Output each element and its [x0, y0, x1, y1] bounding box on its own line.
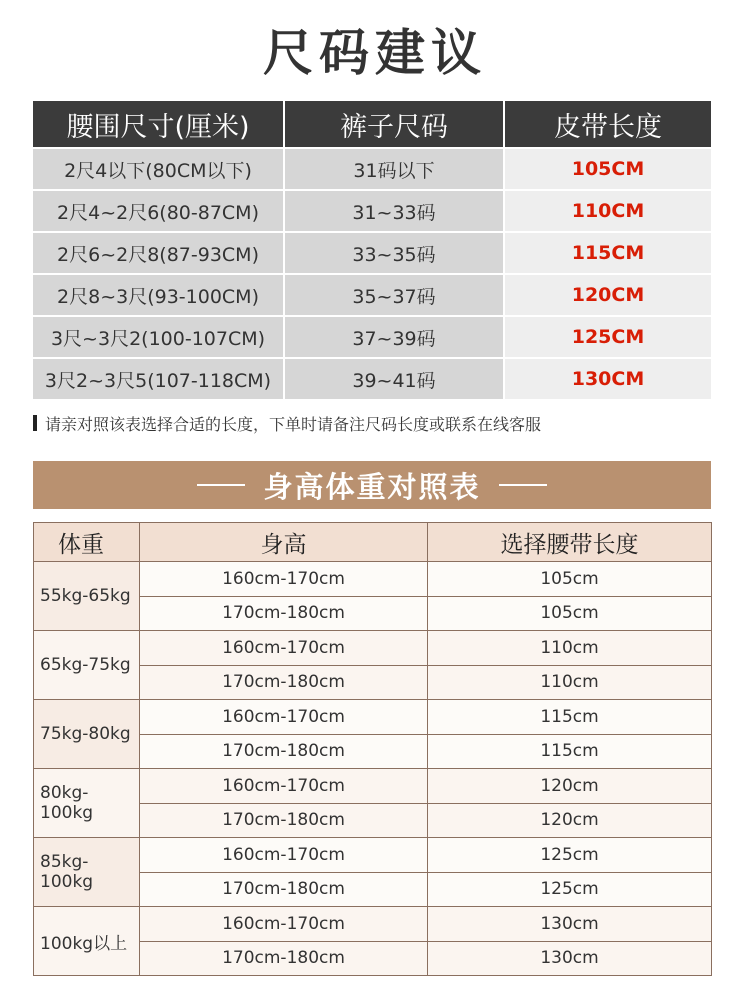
belt-length-cell: 130cm — [428, 907, 712, 942]
height-cell: 160cm-170cm — [140, 562, 428, 597]
waist-cell: 3尺~3尺2(100-107CM) — [33, 317, 285, 357]
height-cell: 160cm-170cm — [140, 631, 428, 666]
table-row — [34, 631, 712, 666]
table-row — [33, 359, 711, 399]
header-height: 身高 — [140, 523, 428, 562]
header-belt: 皮带长度 — [554, 111, 662, 143]
belt-length-cell: 115cm — [428, 734, 712, 769]
pants-cell: 31~33码 — [285, 191, 505, 231]
table-row — [34, 700, 712, 735]
waist-cell: 2尺8~3尺(93-100CM) — [33, 275, 285, 315]
table-row — [33, 317, 711, 357]
table-row — [34, 562, 712, 597]
header-pants: 裤子尺码 — [285, 101, 505, 147]
belt-length-cell: 130cm — [428, 941, 712, 976]
weight-cell: 55kg-65kg — [34, 562, 140, 631]
pants-cell: 39~41码 — [285, 359, 505, 399]
pants-cell: 31码以下 — [285, 149, 505, 189]
height-cell: 170cm-180cm — [140, 734, 428, 769]
header-weight: 体重 — [34, 523, 140, 562]
weight-cell: 85kg-100kg — [34, 838, 140, 907]
weight-cell: 75kg-80kg — [34, 700, 140, 769]
table-row — [33, 275, 711, 315]
weight-cell: 65kg-75kg — [34, 631, 140, 700]
table-row — [34, 838, 712, 873]
pants-cell: 37~39码 — [285, 317, 505, 357]
belt-length-cell: 125cm — [428, 872, 712, 907]
note-bar-icon — [33, 415, 37, 431]
belt-length-cell: 120cm — [428, 803, 712, 838]
section-banner — [33, 461, 711, 509]
note-text: 请亲对照该表选择合适的长度，下单时请备注尺码长度或联系在线客服 — [45, 414, 542, 434]
hw-table-header — [34, 523, 712, 562]
belt-length-cell: 120cm — [428, 769, 712, 804]
height-cell: 170cm-180cm — [140, 941, 428, 976]
belt-length-cell: 110cm — [428, 665, 712, 700]
pants-cell: 33~35码 — [285, 233, 505, 273]
height-cell: 160cm-170cm — [140, 907, 428, 942]
size-table-header — [33, 101, 711, 147]
header-belt-length: 选择腰带长度 — [428, 523, 712, 562]
banner-title: 身高体重对照表 — [263, 469, 481, 504]
height-cell: 160cm-170cm — [140, 700, 428, 735]
waist-cell: 2尺4以下(80CM以下) — [33, 149, 285, 189]
belt-cell: 105CM — [505, 149, 711, 189]
waist-cell: 2尺4~2尺6(80-87CM) — [33, 191, 285, 231]
height-cell: 160cm-170cm — [140, 838, 428, 873]
table-row — [34, 907, 712, 942]
height-cell: 170cm-180cm — [140, 596, 428, 631]
dash-left-icon — [197, 484, 245, 486]
belt-length-cell: 115cm — [428, 700, 712, 735]
belt-length-cell: 105cm — [428, 562, 712, 597]
weight-cell: 80kg-100kg — [34, 769, 140, 838]
header-waist: 腰围尺寸(厘米) — [33, 101, 285, 147]
belt-length-cell: 125cm — [428, 838, 712, 873]
belt-cell: 115CM — [505, 233, 711, 273]
belt-cell: 125CM — [505, 317, 711, 357]
table-row — [33, 191, 711, 231]
pants-cell: 35~37码 — [285, 275, 505, 315]
note-text-row — [33, 412, 723, 434]
waist-cell: 3尺2~3尺5(107-118CM) — [33, 359, 285, 399]
table-row — [34, 769, 712, 804]
belt-length-cell: 105cm — [428, 596, 712, 631]
dash-right-icon — [499, 484, 547, 486]
table-row — [33, 149, 711, 189]
height-cell: 170cm-180cm — [140, 803, 428, 838]
belt-cell: 120CM — [505, 275, 711, 315]
weight-cell: 100kg以上 — [34, 907, 140, 976]
height-cell: 170cm-180cm — [140, 665, 428, 700]
belt-cell: 110CM — [505, 191, 711, 231]
waist-cell: 2尺6~2尺8(87-93CM) — [33, 233, 285, 273]
belt-length-cell: 110cm — [428, 631, 712, 666]
height-weight-table — [33, 522, 712, 976]
height-cell: 170cm-180cm — [140, 872, 428, 907]
size-table — [33, 101, 711, 399]
table-row — [33, 233, 711, 273]
height-cell: 160cm-170cm — [140, 769, 428, 804]
belt-cell: 130CM — [505, 359, 711, 399]
page-title: 尺码建议 — [263, 24, 487, 82]
